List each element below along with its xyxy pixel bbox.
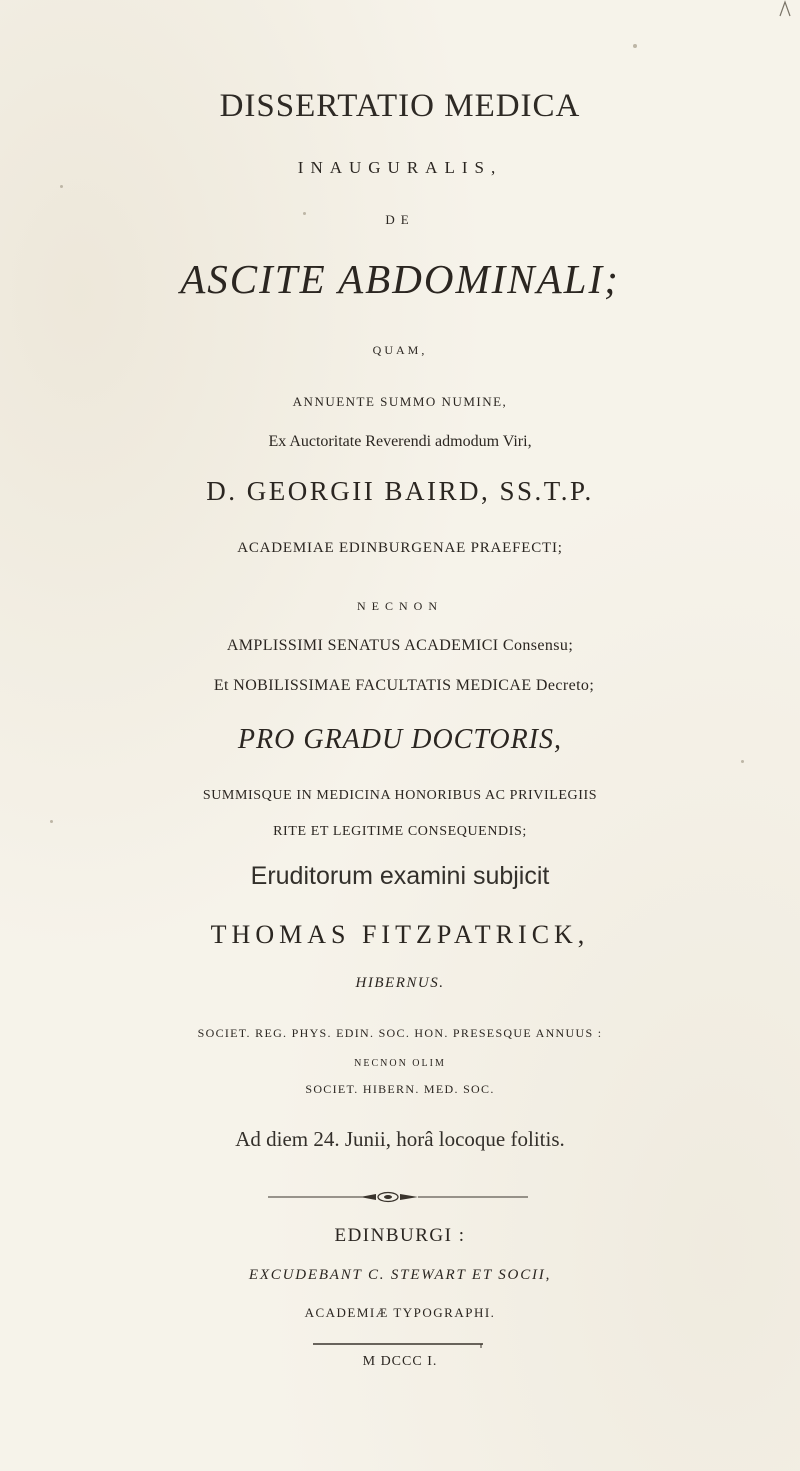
author-origin: HIBERNUS.: [355, 975, 445, 991]
annuente-line: ANNUENTE SUMMO NUMINE,: [292, 394, 508, 409]
facultatis-line: Et NOBILISSIMAE FACULTATIS MEDICAE Decreto;: [213, 677, 595, 694]
date-line: Ad diem 24. Junii, horâ locoque folitis.: [235, 1127, 565, 1151]
society-line-2: SOCIET. HIBERN. MED. SOC.: [305, 1082, 495, 1096]
auctoritate-line: Ex Auctoritate Reverendi admodum Viri,: [268, 433, 532, 450]
de-line: DE: [385, 212, 415, 227]
dissertation-title: DISSERTATIO MEDICA: [219, 88, 581, 124]
ornamental-rule-icon: [268, 1190, 528, 1204]
paper-speck: [633, 44, 637, 48]
imprint-city: EDINBURGI :: [334, 1225, 466, 1246]
praefectus-name: D. GEORGII BAIRD, SS.T.P.: [206, 476, 594, 506]
imprint-typographi: ACADEMIÆ TYPOGRAPHI.: [304, 1305, 496, 1320]
imprint-printers: EXCUDEBANT C. STEWART ET SOCII,: [248, 1267, 552, 1283]
imprint-year: M DCCC I.: [362, 1354, 438, 1369]
consequendis-line: RITE ET LEGITIME CONSEQUENDIS;: [273, 824, 527, 839]
paper-speck: [741, 760, 744, 763]
honoribus-line: SUMMISQUE IN MEDICINA HONORIBUS AC PRIVILEGIIS: [202, 788, 598, 803]
necnon-line: NECNON: [357, 599, 443, 613]
senatus-line: AMPLISSIMI SENATUS ACADEMICI Consensu;: [226, 637, 574, 654]
quam-line: QUAM,: [372, 343, 428, 357]
inauguralis-line: INAUGURALIS,: [297, 158, 503, 177]
corner-mark-icon: [778, 0, 792, 18]
subjicit-line: Eruditorum examini subjicit: [250, 862, 550, 890]
short-rule-icon: [313, 1341, 483, 1349]
paper-speck: [60, 185, 63, 188]
subject-title: ASCITE ABDOMINALI;: [180, 256, 620, 302]
academiae-line: ACADEMIAE EDINBURGENAE PRAEFECTI;: [237, 540, 563, 556]
necnon-olim-line: NECNON OLIM: [354, 1058, 446, 1069]
society-line-1: SOCIET. REG. PHYS. EDIN. SOC. HON. PRESESQUE ANNUUS :: [197, 1026, 603, 1040]
paper-speck: [50, 820, 53, 823]
author-name: THOMAS FITZPATRICK,: [210, 920, 590, 949]
pro-gradu-title: PRO GRADU DOCTORIS,: [237, 724, 563, 755]
